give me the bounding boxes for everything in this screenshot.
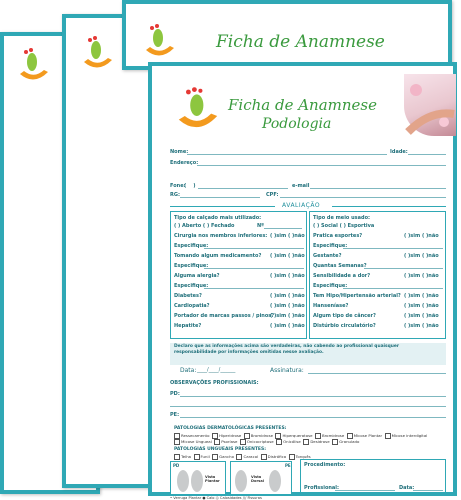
label-especifique: Especifique: (174, 263, 209, 269)
data-blank[interactable]: ____/____/______ (197, 367, 236, 373)
field-endereco[interactable] (197, 165, 446, 166)
q-marcapasso: Portador de marcas passos / pinos? (174, 313, 275, 319)
field-profissional[interactable] (335, 490, 395, 491)
field-especifique[interactable] (343, 248, 443, 249)
foot-legend: • Verruga Plantar ● Calo ◎ Calosidades /// Fissuras (170, 496, 262, 500)
unha-item[interactable]: Gancho (212, 454, 234, 459)
dermato-item[interactable]: Hiperidrose (212, 433, 241, 438)
dermato-item[interactable]: Bromidrose (315, 433, 344, 438)
dermato-item[interactable]: Onicocriptose (240, 439, 274, 444)
label-data-procedimento: Data: (399, 485, 415, 491)
form-subtitle: Podologia (262, 116, 332, 132)
opts-esportes[interactable]: ( )sim ( )não (404, 233, 439, 239)
q-cardiopatia: Cardiopatia? (174, 303, 210, 309)
dermato-item[interactable]: Onicólise (276, 439, 301, 444)
footprint-logo (174, 86, 222, 134)
field-pd[interactable] (180, 396, 446, 397)
field-idade[interactable] (408, 154, 446, 155)
opts-sensibilidade[interactable]: ( )sim ( )não (404, 273, 439, 279)
dermato-item[interactable]: Psoríase (214, 439, 237, 444)
label-pe: PE: (170, 412, 180, 418)
label-pd: PD: (170, 391, 180, 397)
field-data-procedimento[interactable] (413, 490, 443, 491)
field-especifique[interactable] (204, 248, 304, 249)
field-cpf[interactable] (280, 197, 446, 198)
opts-meio[interactable]: ( ) Social ( ) Esportiva (313, 223, 375, 229)
procedimento-box[interactable] (300, 459, 446, 495)
form-title: Ficha de Anamnese (228, 96, 377, 114)
dermato-item[interactable]: Bromidrose (244, 433, 273, 438)
q-circulatorio: Distúrbio circulatório? (313, 323, 376, 329)
form-sheet-front (148, 62, 457, 500)
label-assinatura: Assinatura: (270, 367, 304, 374)
dermato-list (174, 433, 448, 445)
label-idade: Idade: (390, 149, 408, 155)
field-pe[interactable] (180, 417, 446, 418)
footprint-logo (14, 46, 54, 86)
opts-gestante[interactable]: ( )sim ( )não (404, 253, 439, 259)
opts-marcapasso[interactable]: ( )sim ( )não (270, 313, 305, 319)
opts-circulatorio[interactable]: ( )sim ( )não (404, 323, 439, 329)
field-especifique[interactable] (343, 288, 443, 289)
q-alergia: Alguma alergia? (174, 273, 220, 279)
q-calcado: Tipo de calçado mais utilizado: (174, 215, 262, 221)
dermato-item[interactable]: Micose interdigital (385, 433, 428, 438)
unhas-title: PATOLOGIAS UNGUEAIS PRESENTES: (174, 447, 267, 452)
label-vista-plantar: Vista Plantar (205, 475, 220, 483)
dermato-item[interactable]: Hiperqueratose (275, 433, 312, 438)
unha-item[interactable]: Funil (194, 454, 210, 459)
q-gestante: Gestante? (313, 253, 342, 259)
opts-hepatite[interactable]: ( )sim ( )não (270, 323, 305, 329)
q-sensibilidade: Sensibilidade a dor? (313, 273, 371, 279)
label-endereco: Endereço: (170, 160, 199, 166)
q-cirurgia: Cirurgia nos membros inferiores: (174, 233, 268, 239)
dermato-item[interactable]: Micose Plantar (347, 433, 382, 438)
unha-item[interactable]: Torquês (289, 454, 311, 459)
opts-cancer[interactable]: ( )sim ( )não (404, 313, 439, 319)
opts-diabetes[interactable]: ( )sim ( )não (270, 293, 305, 299)
dermato-item[interactable]: Granulado (332, 439, 359, 444)
opts-alergia[interactable]: ( )sim ( )não (270, 273, 305, 279)
footprint-logo (140, 22, 180, 62)
field-fone[interactable] (198, 188, 288, 189)
back-title: Ficha de Anamnese (216, 32, 385, 52)
label-especifique: Especifique: (313, 283, 348, 289)
label-pe-foot: PE (285, 463, 291, 468)
q-cancer: Algum tipo de câncer? (313, 313, 376, 319)
opts-hanseniase[interactable]: ( )sim ( )não (404, 303, 439, 309)
field-rg[interactable] (180, 197, 260, 198)
label-pd-foot: PD (173, 463, 180, 468)
label-nome: Nome: (170, 149, 189, 155)
fone-parens: ( ) (184, 183, 196, 189)
field-email[interactable] (310, 188, 446, 189)
q-semanas: Quantas Semanas? (313, 263, 367, 269)
foot-diagram-plantar[interactable] (170, 461, 226, 495)
section-avaliacao: AVALIAÇÃO (282, 202, 321, 209)
dermato-item[interactable]: Ressecamento (174, 433, 209, 438)
field-pd-2[interactable] (170, 406, 446, 407)
dermato-title: PATOLOGIAS DERMATOLÓGICAS PRESENTES: (174, 426, 287, 431)
field-numero[interactable] (264, 228, 302, 229)
opts-hipertensao[interactable]: ( )sim ( )não (404, 293, 439, 299)
divider-left (170, 206, 275, 207)
label-fone: Fone: (170, 183, 186, 189)
label-data: Data: (180, 367, 197, 374)
dermato-item[interactable]: Micose Ungueal (174, 439, 212, 444)
q-hanseniase: Hanseníase? (313, 303, 349, 309)
opts-calcado[interactable]: ( ) Aberto ( ) Fechado (174, 223, 235, 229)
dermato-item[interactable]: Desidrose (303, 439, 329, 444)
label-email: e-mail (292, 183, 310, 189)
q-medicamento: Tomando algum medicamento? (174, 253, 262, 259)
unha-item[interactable]: Distrófica (261, 454, 287, 459)
divider-right (332, 206, 446, 207)
label-especifique: Especifique: (174, 243, 209, 249)
field-assinatura[interactable] (308, 373, 446, 374)
field-nome[interactable] (187, 154, 387, 155)
label-procedimento: Procedimento: (304, 462, 346, 468)
q-meio: Tipo de meio usado: (313, 215, 371, 221)
label-rg: RG: (170, 192, 180, 198)
declaration-text: Declaro que as informações acima são verdadeiras, não cabendo ao profissional quaisquer responsabilidade por informações omitidas nesse avaliação. (174, 344, 400, 355)
opts-cardiopatia[interactable]: ( )sim ( )não (270, 303, 305, 309)
q-esportes: Pratica esportes? (313, 233, 363, 239)
label-cpf: CPF: (266, 192, 279, 198)
field-especifique[interactable] (204, 268, 304, 269)
q-hipertensao: Tem Hipo/Hipertensão arterial? (313, 293, 401, 299)
q-diabetes: Diabetes? (174, 293, 202, 299)
q-hepatite: Hepatite? (174, 323, 202, 329)
opts-cirurgia[interactable]: ( )sim ( )não (270, 233, 305, 239)
label-especifique: Especifique: (313, 243, 348, 249)
unha-item[interactable]: Telha (174, 454, 191, 459)
opts-medicamento[interactable]: ( )sim ( )não (270, 253, 305, 259)
label-observacoes: OBSERVAÇÕES PROFISSIONAIS: (170, 380, 259, 386)
field-semanas[interactable] (364, 268, 443, 269)
feet-photo (404, 74, 456, 136)
label-profissional: Profissional: (304, 485, 340, 491)
label-especifique: Especifique: (174, 283, 209, 289)
label-vista-dorsal: Vista Dorsal (251, 475, 265, 483)
label-numero: Nº (257, 223, 265, 229)
footprint-logo (78, 34, 118, 74)
form-sheet-back-3 (122, 0, 452, 70)
field-especifique[interactable] (204, 288, 304, 289)
foot-diagram-dorsal[interactable] (230, 461, 292, 495)
unha-item[interactable]: Caracol (236, 454, 258, 459)
